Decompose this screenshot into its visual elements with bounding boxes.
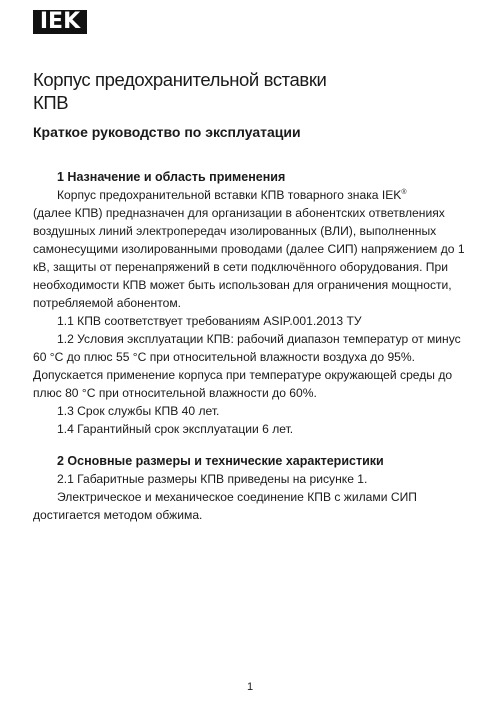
section-2-heading: 2 Основные размеры и технические характеристики (57, 454, 384, 468)
title-line-2: КПВ (33, 92, 69, 113)
document-title (33, 68, 326, 114)
registered-mark: ® (401, 188, 407, 196)
section-1-paragraph-start: Корпус предохранительной вставки КПВ товарного знака IEK (57, 188, 402, 202)
section-1-paragraph (33, 186, 473, 312)
title-line-1: Корпус предохранительной вставки (33, 69, 327, 90)
clause-1-1: 1.1 КПВ соответствует требованиям ASIP.001.2013 ТУ (57, 314, 362, 328)
clause-2-1: 2.1 Габаритные размеры КПВ приведены на рисунке 1. (57, 472, 368, 486)
iek-logo: IEK (33, 10, 87, 34)
clause-1-3: 1.3 Срок службы КПВ 40 лет. (57, 404, 220, 418)
document-body (33, 168, 473, 524)
clause-1-4: 1.4 Гарантийный срок эксплуатации 6 лет. (57, 422, 294, 436)
clause-1-2: 1.2 Условия эксплуатации КПВ: рабочий диапазон температур от минус 60 °С до плюс 55 °С при относительной влажности воздуха до 95%. Допускается применение корпуса при температуре окружающей среды до плюс 80 °С при относительной влажности до 60%. (33, 332, 461, 400)
document-subtitle: Краткое руководство по эксплуатации (33, 124, 301, 140)
section-1-paragraph-rest: (далее КПВ) предназначен для организации в абонентских ответвлениях воздушных линий электропередач изолированных (ВЛИ), выполненных самонесущими изолированными проводами (далее СИП) напряжением до 1 кВ, защиты от перенапряжений в сети подключённого оборудования. При необходимости КПВ может быть использован для ограничения мощности, потребляемой абонентом. (33, 206, 465, 310)
section-gap (33, 438, 473, 452)
section-1-heading: 1 Назначение и область применения (57, 170, 286, 184)
section-2-paragraph: Электрическое и механическое соединение КПВ с жилами СИП достигается методом обжима. (33, 490, 417, 522)
page-number: 1 (246, 681, 254, 693)
